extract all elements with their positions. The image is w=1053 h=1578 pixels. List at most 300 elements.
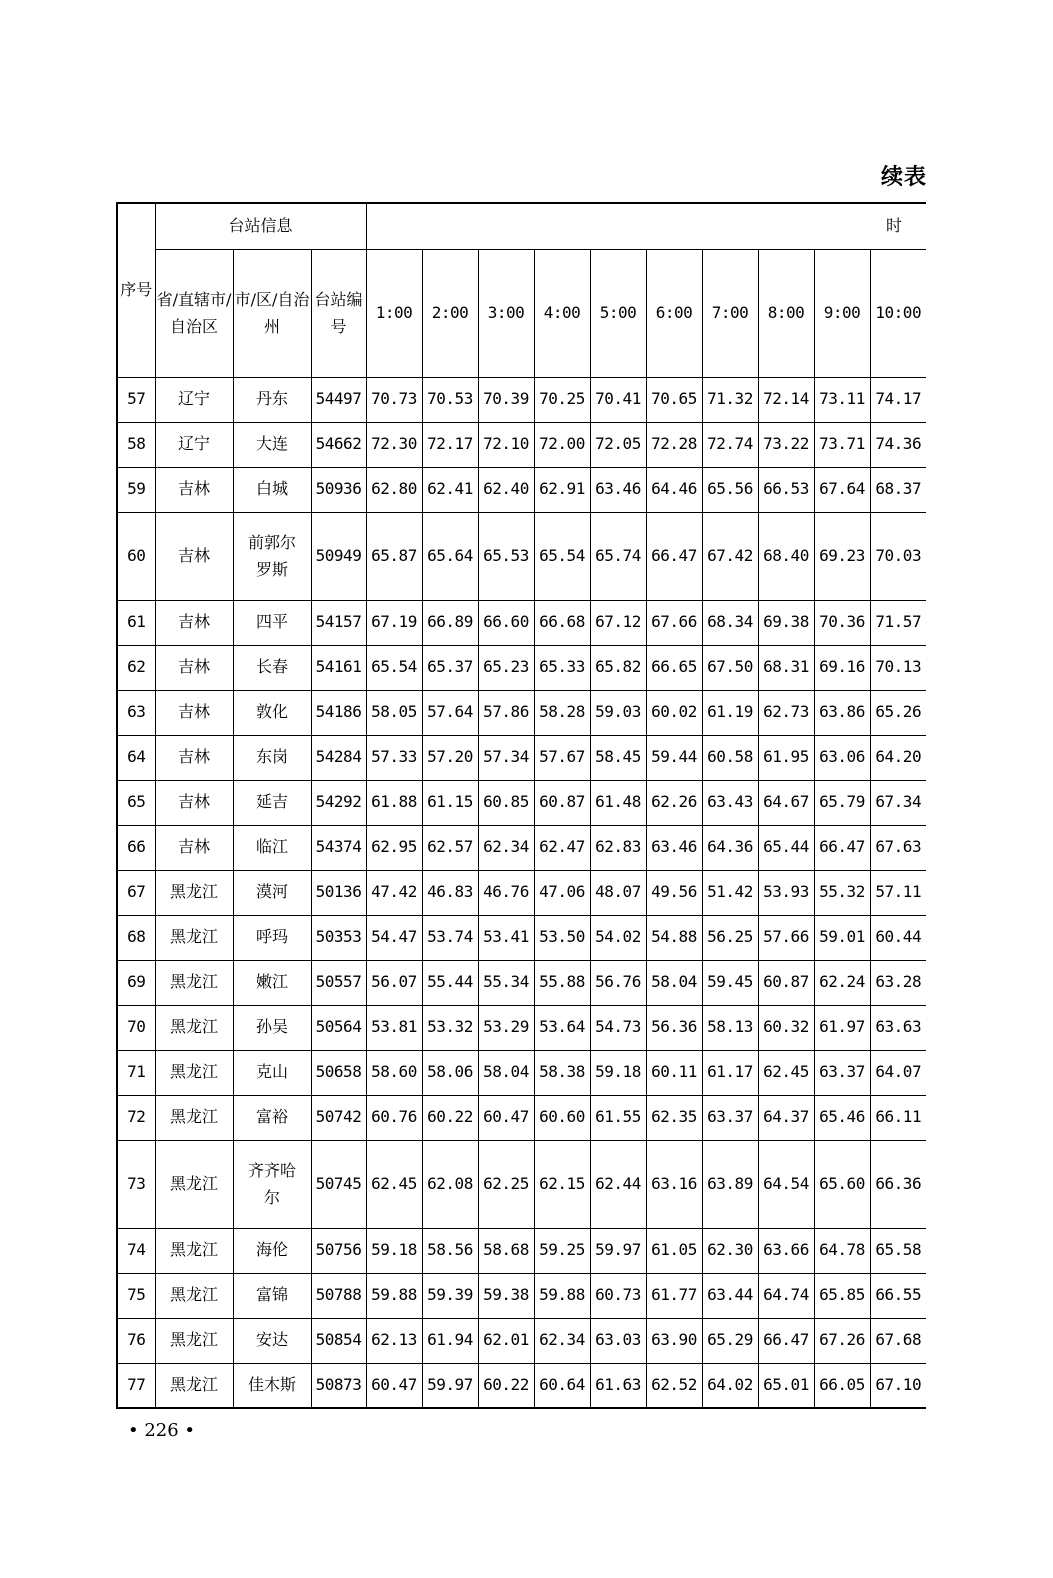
row-value: 65.46 [814,1095,870,1140]
row-province: 吉林 [155,690,233,735]
row-seq: 58 [117,422,155,467]
header-hour: 8:00 [758,249,814,377]
row-value: 46.76 [478,870,534,915]
row-value: 62.25 [478,1140,534,1228]
row-province: 黑龙江 [155,960,233,1005]
row-value: 55.88 [534,960,590,1005]
row-value: 69.38 [758,600,814,645]
row-value: 65.58 [870,1228,926,1273]
row-value: 53.81 [366,1005,422,1050]
row-province: 吉林 [155,780,233,825]
row-value: 57.34 [478,735,534,780]
row-seq: 59 [117,467,155,512]
row-province: 黑龙江 [155,915,233,960]
row-value: 65.60 [814,1140,870,1228]
row-value: 62.57 [422,825,478,870]
row-value: 53.64 [534,1005,590,1050]
row-province: 吉林 [155,600,233,645]
row-value: 63.16 [646,1140,702,1228]
row-seq: 71 [117,1050,155,1095]
row-value: 59.18 [590,1050,646,1095]
row-province: 黑龙江 [155,1050,233,1095]
row-city: 大连 [233,422,311,467]
page-number: • 226 • [128,1420,196,1441]
row-value: 53.29 [478,1005,534,1050]
row-value: 74.17 [870,377,926,422]
row-city: 长春 [233,645,311,690]
row-value: 63.90 [646,1318,702,1363]
data-table [116,202,926,1409]
row-value: 64.02 [702,1363,758,1408]
row-value: 62.41 [422,467,478,512]
row-seq: 70 [117,1005,155,1050]
header-station-info: 台站信息 [155,203,366,249]
row-value: 64.37 [758,1095,814,1140]
row-value: 66.47 [758,1318,814,1363]
row-value: 63.28 [870,960,926,1005]
row-value: 63.43 [702,780,758,825]
row-value: 71.32 [702,377,758,422]
row-value: 54.02 [590,915,646,960]
row-station-id: 50353 [311,915,366,960]
row-value: 59.44 [646,735,702,780]
table-row [117,600,926,645]
row-value: 71.57 [870,600,926,645]
table-row [117,960,926,1005]
row-province: 黑龙江 [155,1363,233,1408]
row-city: 东岗 [233,735,311,780]
row-value: 70.03 [870,512,926,600]
row-value: 72.28 [646,422,702,467]
row-city: 孙吴 [233,1005,311,1050]
row-station-id: 54374 [311,825,366,870]
row-value: 65.54 [534,512,590,600]
row-value: 49.56 [646,870,702,915]
header-hour: 6:00 [646,249,702,377]
row-province: 黑龙江 [155,870,233,915]
row-seq: 64 [117,735,155,780]
row-value: 70.39 [478,377,534,422]
row-value: 46.83 [422,870,478,915]
table-row [117,1363,926,1408]
row-value: 62.91 [534,467,590,512]
row-city: 齐齐哈尔 [233,1140,311,1228]
table-row [117,1005,926,1050]
header-hour: 7:00 [702,249,758,377]
table-row [117,1273,926,1318]
header-hour: 1:00 [366,249,422,377]
row-province: 吉林 [155,825,233,870]
row-value: 62.83 [590,825,646,870]
row-value: 66.68 [534,600,590,645]
row-value: 66.65 [646,645,702,690]
row-value: 70.53 [422,377,478,422]
row-city: 漠河 [233,870,311,915]
row-province: 吉林 [155,467,233,512]
continued-label: 续表 [880,164,927,190]
row-value: 68.34 [702,600,758,645]
row-value: 57.11 [870,870,926,915]
row-value: 57.66 [758,915,814,960]
row-value: 73.71 [814,422,870,467]
row-station-id: 54186 [311,690,366,735]
row-value: 60.22 [478,1363,534,1408]
row-value: 65.54 [366,645,422,690]
table-row [117,1050,926,1095]
header-hour: 9:00 [814,249,870,377]
row-value: 65.85 [814,1273,870,1318]
row-value: 62.45 [758,1050,814,1095]
row-value: 60.73 [590,1273,646,1318]
row-value: 62.40 [478,467,534,512]
row-value: 63.89 [702,1140,758,1228]
row-value: 72.74 [702,422,758,467]
row-value: 69.16 [814,645,870,690]
row-value: 65.56 [702,467,758,512]
row-value: 65.87 [366,512,422,600]
row-value: 69.23 [814,512,870,600]
row-value: 60.02 [646,690,702,735]
row-value: 60.85 [478,780,534,825]
row-value: 60.47 [478,1095,534,1140]
row-value: 59.97 [422,1363,478,1408]
row-seq: 73 [117,1140,155,1228]
row-value: 66.47 [814,825,870,870]
row-value: 62.35 [646,1095,702,1140]
row-station-id: 50756 [311,1228,366,1273]
row-station-id: 54161 [311,645,366,690]
row-value: 60.87 [758,960,814,1005]
header-city: 市/区/自治州 [233,249,311,377]
row-seq: 74 [117,1228,155,1273]
row-value: 70.41 [590,377,646,422]
row-station-id: 50854 [311,1318,366,1363]
row-value: 64.36 [702,825,758,870]
row-value: 70.13 [870,645,926,690]
row-station-id: 50873 [311,1363,366,1408]
row-value: 70.73 [366,377,422,422]
row-value: 62.34 [478,825,534,870]
row-value: 63.86 [814,690,870,735]
row-value: 62.13 [366,1318,422,1363]
row-value: 61.17 [702,1050,758,1095]
table-row [117,467,926,512]
row-province: 黑龙江 [155,1228,233,1273]
row-seq: 75 [117,1273,155,1318]
row-value: 56.07 [366,960,422,1005]
row-value: 55.34 [478,960,534,1005]
row-value: 66.11 [870,1095,926,1140]
row-value: 61.15 [422,780,478,825]
table-row [117,422,926,467]
row-city: 敦化 [233,690,311,735]
row-value: 63.37 [702,1095,758,1140]
row-station-id: 50742 [311,1095,366,1140]
row-city: 佳木斯 [233,1363,311,1408]
table-row [117,825,926,870]
row-value: 64.78 [814,1228,870,1273]
row-seq: 67 [117,870,155,915]
row-city: 延吉 [233,780,311,825]
row-value: 59.39 [422,1273,478,1318]
row-value: 59.88 [366,1273,422,1318]
row-value: 60.64 [534,1363,590,1408]
row-value: 62.08 [422,1140,478,1228]
row-value: 58.60 [366,1050,422,1095]
header-hour: 5:00 [590,249,646,377]
row-value: 63.66 [758,1228,814,1273]
row-city: 前郭尔罗斯 [233,512,311,600]
table-row [117,512,926,600]
row-value: 64.20 [870,735,926,780]
row-value: 62.30 [702,1228,758,1273]
row-value: 65.29 [702,1318,758,1363]
row-value: 61.88 [366,780,422,825]
row-seq: 68 [117,915,155,960]
row-province: 黑龙江 [155,1005,233,1050]
row-value: 64.07 [870,1050,926,1095]
row-value: 56.36 [646,1005,702,1050]
row-value: 62.44 [590,1140,646,1228]
row-value: 63.46 [590,467,646,512]
row-value: 65.33 [534,645,590,690]
row-seq: 63 [117,690,155,735]
row-province: 黑龙江 [155,1318,233,1363]
row-value: 59.97 [590,1228,646,1273]
row-station-id: 50936 [311,467,366,512]
row-value: 61.63 [590,1363,646,1408]
row-seq: 60 [117,512,155,600]
row-value: 66.36 [870,1140,926,1228]
row-value: 53.93 [758,870,814,915]
row-value: 72.05 [590,422,646,467]
row-value: 73.22 [758,422,814,467]
row-value: 72.14 [758,377,814,422]
row-station-id: 50949 [311,512,366,600]
row-value: 66.53 [758,467,814,512]
row-value: 64.54 [758,1140,814,1228]
row-value: 58.04 [478,1050,534,1095]
row-value: 58.28 [534,690,590,735]
row-station-id: 54497 [311,377,366,422]
row-city: 呼玛 [233,915,311,960]
row-value: 60.76 [366,1095,422,1140]
row-value: 60.22 [422,1095,478,1140]
row-station-id: 50658 [311,1050,366,1095]
row-station-id: 50788 [311,1273,366,1318]
row-value: 72.30 [366,422,422,467]
row-value: 65.44 [758,825,814,870]
row-value: 70.25 [534,377,590,422]
row-value: 59.45 [702,960,758,1005]
row-value: 62.34 [534,1318,590,1363]
row-city: 富锦 [233,1273,311,1318]
row-value: 59.03 [590,690,646,735]
row-value: 60.44 [870,915,926,960]
header-hour: 2:00 [422,249,478,377]
row-value: 61.19 [702,690,758,735]
row-seq: 69 [117,960,155,1005]
row-value: 64.46 [646,467,702,512]
row-value: 62.47 [534,825,590,870]
row-seq: 66 [117,825,155,870]
table-row [117,1228,926,1273]
row-value: 58.05 [366,690,422,735]
row-station-id: 50557 [311,960,366,1005]
row-value: 67.50 [702,645,758,690]
table-row [117,645,926,690]
row-value: 58.13 [702,1005,758,1050]
row-value: 62.73 [758,690,814,735]
row-value: 63.06 [814,735,870,780]
row-value: 47.06 [534,870,590,915]
row-value: 63.03 [590,1318,646,1363]
row-value: 65.64 [422,512,478,600]
row-value: 60.87 [534,780,590,825]
row-province: 吉林 [155,735,233,780]
row-value: 66.89 [422,600,478,645]
row-city: 克山 [233,1050,311,1095]
table-row [117,915,926,960]
row-value: 58.06 [422,1050,478,1095]
row-value: 60.32 [758,1005,814,1050]
row-value: 64.67 [758,780,814,825]
row-value: 67.63 [870,825,926,870]
row-city: 白城 [233,467,311,512]
row-seq: 76 [117,1318,155,1363]
row-value: 59.88 [534,1273,590,1318]
row-value: 61.55 [590,1095,646,1140]
row-city: 安达 [233,1318,311,1363]
row-value: 62.01 [478,1318,534,1363]
row-station-id: 50745 [311,1140,366,1228]
row-seq: 77 [117,1363,155,1408]
row-value: 66.47 [646,512,702,600]
row-value: 57.20 [422,735,478,780]
row-value: 70.36 [814,600,870,645]
row-value: 59.25 [534,1228,590,1273]
row-value: 67.19 [366,600,422,645]
row-value: 68.37 [870,467,926,512]
row-value: 54.88 [646,915,702,960]
table-row [117,1140,926,1228]
row-value: 65.26 [870,690,926,735]
row-value: 58.04 [646,960,702,1005]
row-value: 65.53 [478,512,534,600]
row-value: 72.10 [478,422,534,467]
row-value: 59.01 [814,915,870,960]
row-value: 65.82 [590,645,646,690]
header-hour: 3:00 [478,249,534,377]
row-value: 47.42 [366,870,422,915]
row-province: 吉林 [155,512,233,600]
row-station-id: 50136 [311,870,366,915]
row-seq: 61 [117,600,155,645]
row-station-id: 54157 [311,600,366,645]
header-province: 省/直辖市/自治区 [155,249,233,377]
row-seq: 57 [117,377,155,422]
row-value: 54.73 [590,1005,646,1050]
row-value: 60.47 [366,1363,422,1408]
row-value: 66.60 [478,600,534,645]
row-value: 63.44 [702,1273,758,1318]
row-value: 65.74 [590,512,646,600]
row-value: 61.94 [422,1318,478,1363]
row-value: 67.66 [646,600,702,645]
row-value: 58.45 [590,735,646,780]
row-city: 四平 [233,600,311,645]
row-province: 黑龙江 [155,1095,233,1140]
table-row [117,780,926,825]
table-row [117,690,926,735]
row-value: 67.12 [590,600,646,645]
row-value: 62.52 [646,1363,702,1408]
row-value: 72.17 [422,422,478,467]
row-value: 65.01 [758,1363,814,1408]
row-value: 65.23 [478,645,534,690]
row-value: 66.05 [814,1363,870,1408]
row-value: 65.37 [422,645,478,690]
row-value: 62.45 [366,1140,422,1228]
row-province: 吉林 [155,645,233,690]
row-city: 嫩江 [233,960,311,1005]
row-value: 67.42 [702,512,758,600]
row-value: 61.95 [758,735,814,780]
row-value: 67.26 [814,1318,870,1363]
header-hour: 4:00 [534,249,590,377]
row-value: 57.67 [534,735,590,780]
header-time: 时 [366,203,926,249]
table-row [117,1318,926,1363]
table-row [117,377,926,422]
row-value: 60.11 [646,1050,702,1095]
row-value: 70.65 [646,377,702,422]
row-value: 58.68 [478,1228,534,1273]
row-value: 67.10 [870,1363,926,1408]
row-value: 60.60 [534,1095,590,1140]
row-seq: 72 [117,1095,155,1140]
row-seq: 62 [117,645,155,690]
row-value: 65.79 [814,780,870,825]
row-value: 63.46 [646,825,702,870]
row-value: 54.47 [366,915,422,960]
row-value: 72.00 [534,422,590,467]
row-value: 61.77 [646,1273,702,1318]
row-value: 56.76 [590,960,646,1005]
header-hour: 10:00 [870,249,926,377]
row-province: 辽宁 [155,377,233,422]
table-row [117,1095,926,1140]
row-province: 黑龙江 [155,1273,233,1318]
row-value: 62.95 [366,825,422,870]
row-value: 59.38 [478,1273,534,1318]
table-row [117,870,926,915]
row-value: 66.55 [870,1273,926,1318]
row-value: 62.80 [366,467,422,512]
row-province: 黑龙江 [155,1140,233,1228]
row-value: 61.97 [814,1005,870,1050]
row-value: 55.44 [422,960,478,1005]
row-value: 61.48 [590,780,646,825]
row-value: 60.58 [702,735,758,780]
row-value: 59.18 [366,1228,422,1273]
row-value: 62.26 [646,780,702,825]
row-value: 53.32 [422,1005,478,1050]
row-value: 62.24 [814,960,870,1005]
row-value: 68.31 [758,645,814,690]
row-city: 临江 [233,825,311,870]
row-value: 56.25 [702,915,758,960]
